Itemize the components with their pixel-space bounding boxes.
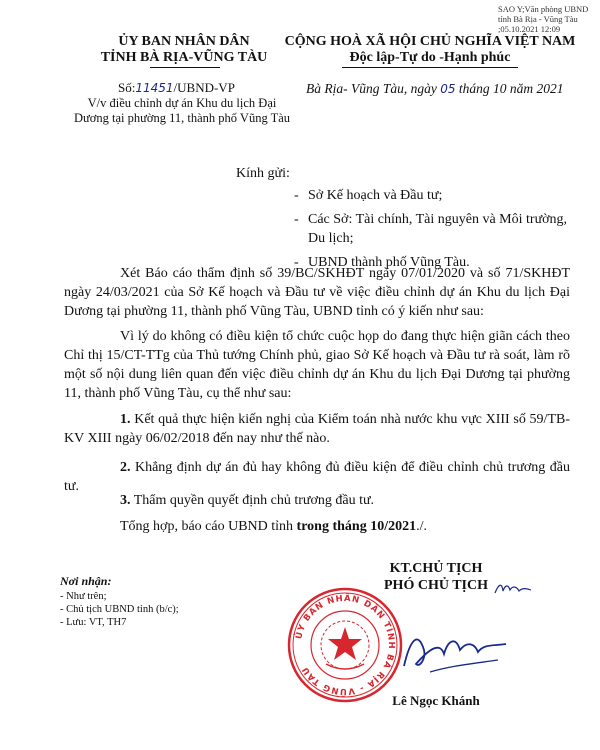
org-name-line2: TỈNH BÀ RỊA-VŨNG TÀU (100, 50, 268, 65)
doc-number-prefix: Số: (118, 80, 136, 95)
digital-copy-stamp (498, 4, 598, 34)
recipient-item: - UBND thành phố Vũng Tàu. (294, 253, 574, 272)
item-3-text: Thẩm quyền quyết định chủ trương đầu tư. (130, 493, 375, 508)
receivers-list (60, 590, 179, 629)
signer-title-1: KT.CHỦ TỊCH (389, 561, 483, 576)
greeting: Kính gửi: (236, 166, 290, 181)
recipient-list (294, 186, 574, 272)
initial-signature-icon (493, 581, 533, 597)
place-date-after: tháng 10 năm 2021 (455, 81, 564, 96)
item-2-text: Khẳng định dự án đủ hay không đủ điều kiện để điều chỉnh chủ trương đầu tư. (64, 460, 570, 494)
signer-name: Lê Ngọc Khánh (392, 693, 480, 708)
digital-stamp-line2: ;05.10.2021 12:09 (498, 24, 561, 34)
item-1-number: 1. (120, 412, 131, 427)
receivers-title: Nơi nhận: (60, 574, 112, 588)
place-date-day: 05 (440, 82, 456, 96)
place-date (306, 81, 564, 97)
official-seal-icon (286, 586, 404, 704)
national-motto: Độc lập-Tự do -Hạnh phúc (349, 50, 511, 65)
receiver-item: - Như trên; (60, 591, 107, 602)
handwritten-signature-icon (400, 620, 510, 680)
recipient-item: - Sở Kế hoạch và Đầu tư; (294, 186, 574, 205)
body-paragraph-1: Xét Báo cáo thẩm định số 39/BC/SKHĐT ngày 07/01/2020 và số 71/SKHĐT ngày 24/03/2021 của Sở Kế hoạch và Đầu tư về việc điều chỉnh dự án Khu du lịch Đại Dương tại phường 11, thành phố Vũng Tàu, UBND tỉnh có ý kiến như sau: (64, 266, 570, 319)
body-item-1 (64, 410, 570, 448)
item-1-text: Kết quả thực hiện kiến nghị của Kiểm toán nhà nước khu vực XIII số 59/TB- KV XIII ngày 06/02/2018 đến nay như thế nào. (64, 412, 570, 446)
motto-underline (342, 67, 518, 68)
org-underline (150, 67, 220, 68)
recipient-item: - Các Sở: Tài chính, Tài nguyên và Môi trường, Du lịch; (294, 210, 574, 248)
closing-pre: Tổng hợp, báo cáo UBND tỉnh (120, 519, 297, 534)
closing-post: ./. (416, 519, 427, 534)
closing-bold: trong tháng 10/2021 (296, 519, 417, 534)
org-name-line1: ỦY BAN NHÂN DÂN (118, 34, 250, 49)
digital-stamp-line1: SAO Y;Văn phòng UBND tỉnh Bà Rịa - Vũng Tàu (498, 4, 589, 24)
item-2-number: 2. (120, 460, 131, 475)
receiver-item: - Chủ tịch UBND tỉnh (b/c); (60, 604, 179, 615)
body-paragraph-2: Vì lý do không có điều kiện tổ chức cuộc họp do đang thực hiện giãn cách theo Chỉ thị 15/CT-TTg của Thủ tướng Chính phủ, giao Sở Kế hoạch và Đầu tư rà soát, làm rõ một số nội dung liên quan đến việc điều chỉnh dự án Khu du lịch Đại Dương tại phường 11, thành phố Vũng Tàu, cụ thể như sau: (64, 329, 570, 401)
doc-number-handwritten: 11451 (135, 81, 174, 95)
national-title: CỘNG HOÀ XÃ HỘI CHỦ NGHĨA VIỆT NAM (284, 34, 576, 49)
seal-text: ỦY BAN NHÂN DÂN TỈNH BÀ RỊA - VŨNG TÀU (294, 593, 397, 697)
receiver-item: - Lưu: VT, TH7 (60, 617, 127, 628)
document-subject: V/v điều chỉnh dự án Khu du lịch Đại Dương tại phường 11, thành phố Vũng Tàu (73, 96, 291, 125)
body-item-3 (64, 491, 570, 510)
doc-number-suffix: /UBND-VP (173, 80, 235, 95)
place-date-before: Bà Rịa- Vũng Tàu, ngày (306, 81, 441, 96)
document-number (118, 80, 235, 96)
signer-title-2: PHÓ CHỦ TỊCH (384, 578, 488, 593)
item-3-number: 3. (120, 493, 131, 508)
body-closing (64, 517, 570, 536)
